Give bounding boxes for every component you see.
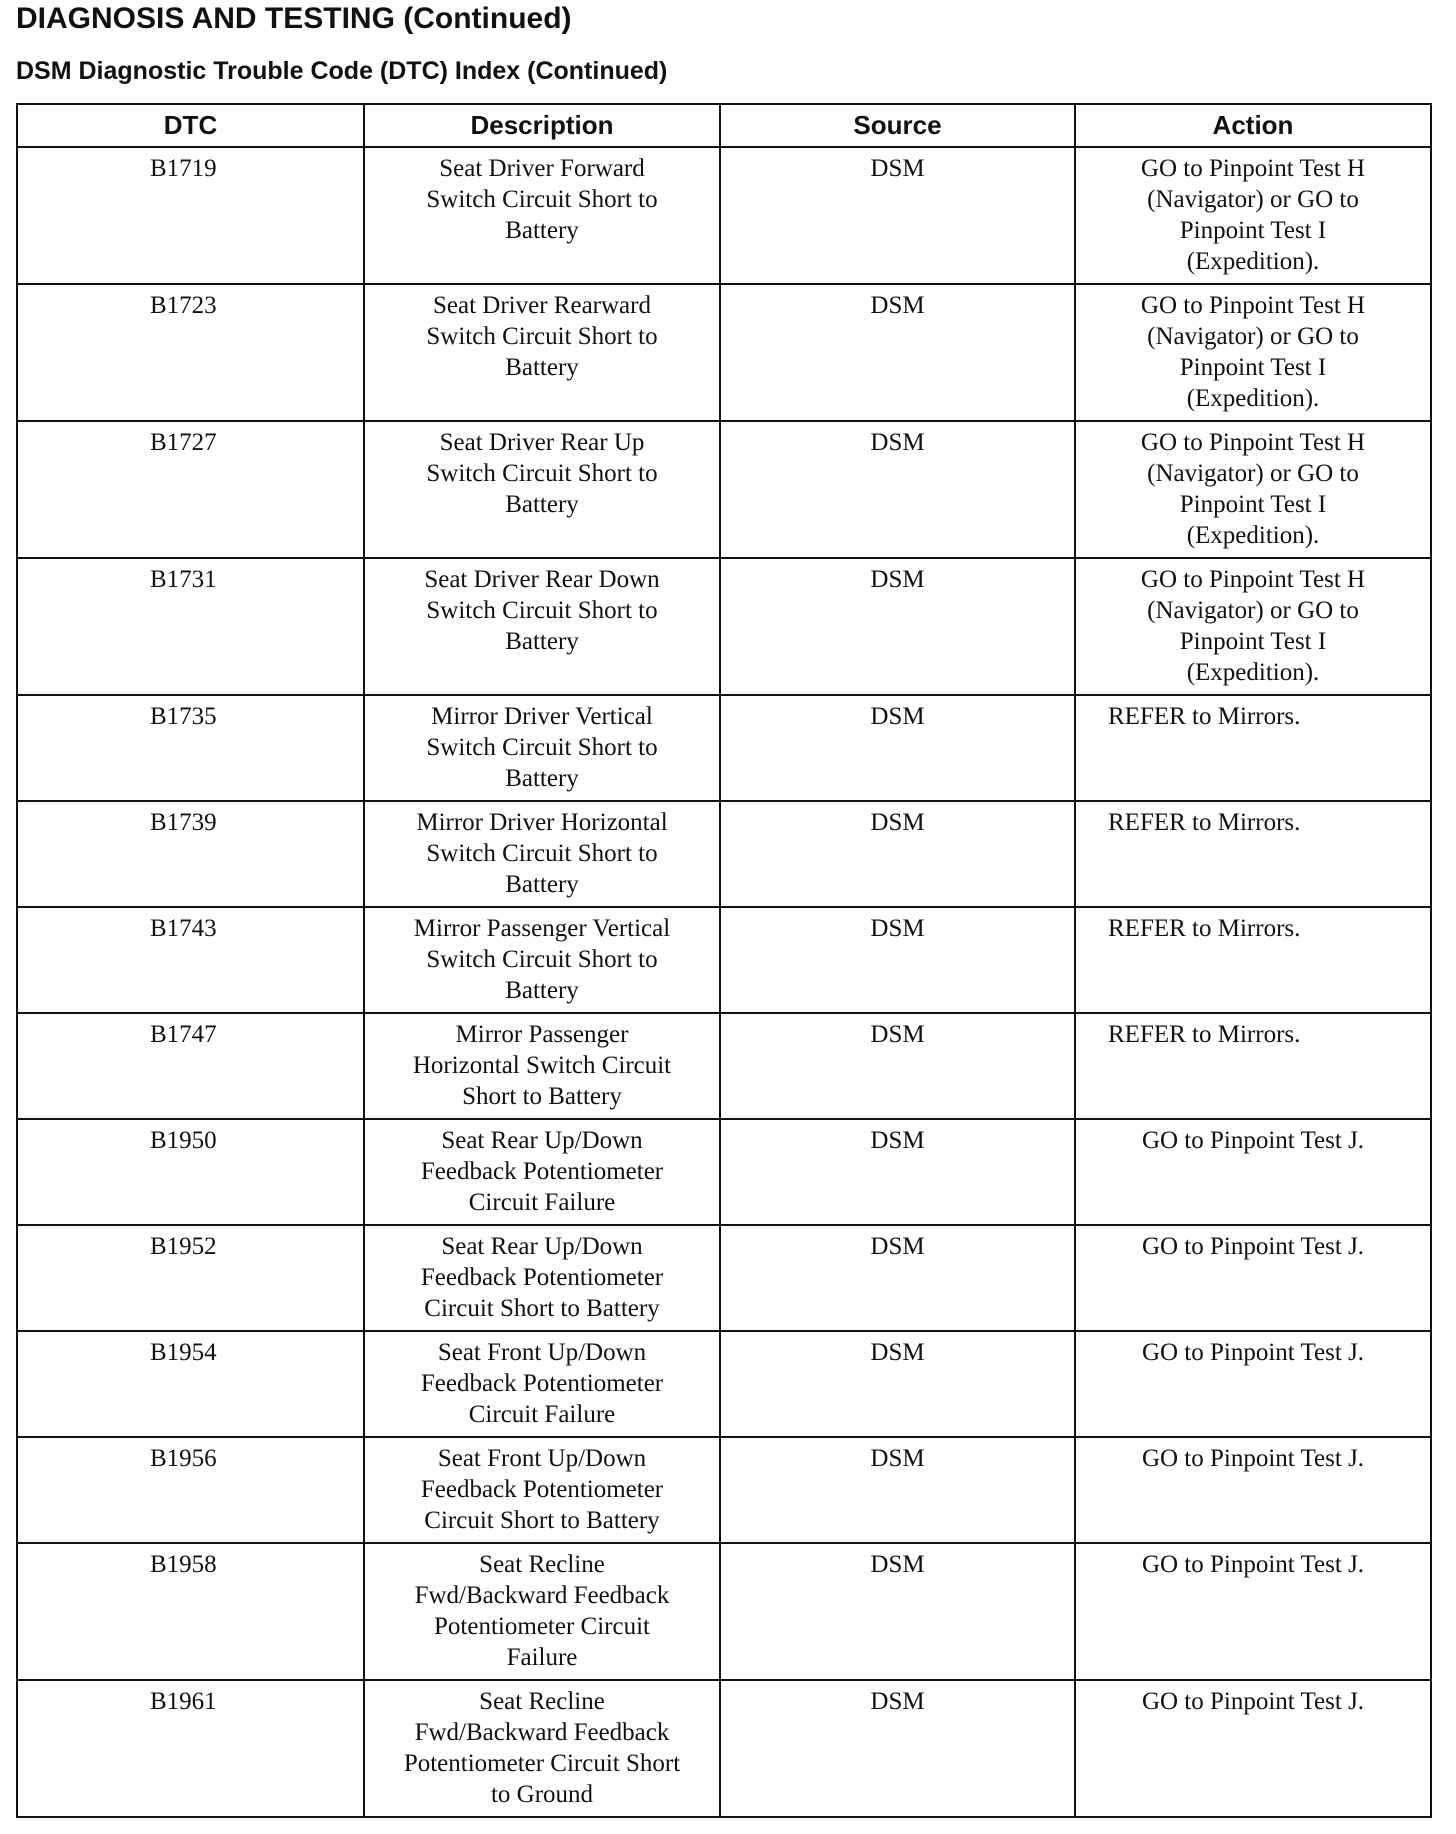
table-row: [17, 695, 1431, 801]
table-row: [17, 284, 1431, 421]
description-line: Mirror Driver Vertical: [431, 703, 653, 730]
description-line: Circuit Failure: [468, 1401, 616, 1428]
description-cell: [364, 421, 720, 558]
description-line: Seat Recline: [479, 1551, 605, 1578]
dtc-code-cell: B1952: [17, 1225, 364, 1331]
description-line: Seat Front Up/Down: [437, 1339, 647, 1366]
action-cell: [1075, 1680, 1431, 1817]
description-line: Switch Circuit Short to: [426, 734, 658, 761]
description-line: Feedback Potentiometer: [420, 1476, 664, 1503]
description-line: Switch Circuit Short to: [426, 597, 658, 624]
table-row: [17, 1119, 1431, 1225]
source-cell: DSM: [720, 1225, 1075, 1331]
source-cell: DSM: [720, 1680, 1075, 1817]
description-cell: [364, 1331, 720, 1437]
dtc-code-cell: B1731: [17, 558, 364, 695]
dtc-code-cell: B1739: [17, 801, 364, 907]
action-line: GO to Pinpoint Test J.: [1141, 1445, 1365, 1472]
description-line: Circuit Short to Battery: [424, 1295, 660, 1322]
description-line: Switch Circuit Short to: [426, 840, 658, 867]
action-cell: [1075, 284, 1431, 421]
dtc-code-cell: B1727: [17, 421, 364, 558]
table-row: [17, 147, 1431, 284]
description-cell: [364, 1437, 720, 1543]
description-line: Seat Recline: [479, 1688, 605, 1715]
dtc-code-cell: B1954: [17, 1331, 364, 1437]
source-cell: DSM: [720, 1331, 1075, 1437]
description-line: Battery: [505, 977, 579, 1004]
description-line: Seat Driver Rear Down: [424, 566, 660, 593]
description-line: Mirror Driver Horizontal: [416, 809, 668, 836]
description-line: Seat Driver Forward: [439, 155, 645, 182]
action-line: Pinpoint Test I: [1179, 491, 1327, 518]
source-cell: DSM: [720, 695, 1075, 801]
description-line: Mirror Passenger Vertical: [413, 915, 671, 942]
description-line: Mirror Passenger: [455, 1021, 629, 1048]
action-line: GO to Pinpoint Test J.: [1141, 1339, 1365, 1366]
table-row: [17, 1331, 1431, 1437]
description-line: Battery: [505, 628, 579, 655]
action-line: GO to Pinpoint Test J.: [1141, 1688, 1365, 1715]
dtc-code-cell: B1958: [17, 1543, 364, 1680]
description-line: Fwd/Backward Feedback: [414, 1719, 670, 1746]
action-cell: [1075, 421, 1431, 558]
source-cell: DSM: [720, 801, 1075, 907]
description-line: Battery: [505, 871, 579, 898]
description-line: Seat Rear Up/Down: [441, 1127, 643, 1154]
action-line: Pinpoint Test I: [1179, 628, 1327, 655]
action-cell: [1075, 1119, 1431, 1225]
description-line: Circuit Failure: [468, 1189, 616, 1216]
description-cell: [364, 284, 720, 421]
description-cell: [364, 801, 720, 907]
action-line: (Navigator) or GO to: [1147, 323, 1359, 350]
dtc-code-cell: B1743: [17, 907, 364, 1013]
source-cell: DSM: [720, 421, 1075, 558]
action-line: (Navigator) or GO to: [1147, 597, 1359, 624]
dtc-index-table: [16, 103, 1432, 1818]
source-cell: DSM: [720, 284, 1075, 421]
description-line: Battery: [505, 217, 579, 244]
source-cell: DSM: [720, 1119, 1075, 1225]
column-header-description: Description: [364, 104, 720, 147]
action-cell: [1075, 1543, 1431, 1680]
table-body: [17, 147, 1431, 1817]
description-line: Battery: [505, 491, 579, 518]
description-cell: [364, 1119, 720, 1225]
action-line: REFER to Mirrors.: [1108, 809, 1301, 836]
action-cell: [1075, 801, 1431, 907]
description-line: Switch Circuit Short to: [426, 323, 658, 350]
description-line: Seat Driver Rearward: [433, 292, 651, 319]
action-line: (Expedition).: [1186, 248, 1320, 275]
description-line: Circuit Short to Battery: [424, 1507, 660, 1534]
action-cell: [1075, 1013, 1431, 1119]
description-line: Seat Rear Up/Down: [441, 1233, 643, 1260]
column-header-source: Source: [720, 104, 1075, 147]
action-line: GO to Pinpoint Test H: [1140, 292, 1366, 319]
action-line: (Navigator) or GO to: [1147, 460, 1359, 487]
dtc-code-cell: B1723: [17, 284, 364, 421]
action-line: (Navigator) or GO to: [1147, 186, 1359, 213]
action-line: (Expedition).: [1186, 522, 1320, 549]
description-line: Seat Front Up/Down: [437, 1445, 647, 1472]
action-cell: [1075, 147, 1431, 284]
description-line: Battery: [505, 354, 579, 381]
table-row: [17, 1680, 1431, 1817]
source-cell: DSM: [720, 1013, 1075, 1119]
source-cell: DSM: [720, 1437, 1075, 1543]
table-row: [17, 1543, 1431, 1680]
description-line: Battery: [505, 765, 579, 792]
action-cell: [1075, 695, 1431, 801]
column-header-action: Action: [1075, 104, 1431, 147]
description-cell: [364, 1543, 720, 1680]
table-row: [17, 1013, 1431, 1119]
action-line: GO to Pinpoint Test J.: [1141, 1127, 1365, 1154]
dtc-code-cell: B1747: [17, 1013, 364, 1119]
table-row: [17, 558, 1431, 695]
action-line: GO to Pinpoint Test J.: [1141, 1233, 1365, 1260]
description-cell: [364, 1680, 720, 1817]
action-cell: [1075, 1331, 1431, 1437]
action-cell: [1075, 558, 1431, 695]
action-line: Pinpoint Test I: [1179, 354, 1327, 381]
description-line: Feedback Potentiometer: [420, 1370, 664, 1397]
table-row: [17, 801, 1431, 907]
section-title: DSM Diagnostic Trouble Code (DTC) Index (Continued): [16, 57, 668, 85]
description-line: Switch Circuit Short to: [426, 186, 658, 213]
description-line: Feedback Potentiometer: [420, 1158, 664, 1185]
action-cell: [1075, 907, 1431, 1013]
description-cell: [364, 695, 720, 801]
header-row: [17, 104, 1431, 147]
description-line: Feedback Potentiometer: [420, 1264, 664, 1291]
description-line: Fwd/Backward Feedback: [414, 1582, 670, 1609]
column-header-dtc: DTC: [17, 104, 364, 147]
dtc-code-cell: B1956: [17, 1437, 364, 1543]
table-row: [17, 907, 1431, 1013]
action-line: GO to Pinpoint Test H: [1140, 566, 1366, 593]
action-line: REFER to Mirrors.: [1108, 1021, 1301, 1048]
action-line: GO to Pinpoint Test J.: [1141, 1551, 1365, 1578]
description-line: Switch Circuit Short to: [426, 946, 658, 973]
action-line: REFER to Mirrors.: [1108, 915, 1301, 942]
source-cell: DSM: [720, 558, 1075, 695]
description-line: Switch Circuit Short to: [426, 460, 658, 487]
page-title: DIAGNOSIS AND TESTING (Continued): [16, 2, 572, 35]
description-line: to Ground: [490, 1781, 594, 1808]
table-header: [17, 104, 1431, 147]
table-row: [17, 1437, 1431, 1543]
description-cell: [364, 1013, 720, 1119]
source-cell: DSM: [720, 147, 1075, 284]
table-row: [17, 421, 1431, 558]
description-line: Potentiometer Circuit Short: [403, 1750, 681, 1777]
dtc-code-cell: B1950: [17, 1119, 364, 1225]
action-line: (Expedition).: [1186, 659, 1320, 686]
description-cell: [364, 558, 720, 695]
description-line: Seat Driver Rear Up: [439, 429, 645, 456]
description-line: Potentiometer Circuit: [434, 1613, 650, 1640]
description-cell: [364, 907, 720, 1013]
description-line: Short to Battery: [462, 1083, 622, 1110]
description-cell: [364, 1225, 720, 1331]
action-line: (Expedition).: [1186, 385, 1320, 412]
table-row: [17, 1225, 1431, 1331]
source-cell: DSM: [720, 907, 1075, 1013]
dtc-code-cell: B1719: [17, 147, 364, 284]
source-cell: DSM: [720, 1543, 1075, 1680]
dtc-code-cell: B1961: [17, 1680, 364, 1817]
action-line: REFER to Mirrors.: [1108, 703, 1301, 730]
action-line: Pinpoint Test I: [1179, 217, 1327, 244]
action-cell: [1075, 1225, 1431, 1331]
description-line: Horizontal Switch Circuit: [412, 1052, 672, 1079]
description-line: Failure: [506, 1644, 578, 1671]
description-cell: [364, 147, 720, 284]
dtc-code-cell: B1735: [17, 695, 364, 801]
action-line: GO to Pinpoint Test H: [1140, 429, 1366, 456]
action-line: GO to Pinpoint Test H: [1140, 155, 1366, 182]
action-cell: [1075, 1437, 1431, 1543]
